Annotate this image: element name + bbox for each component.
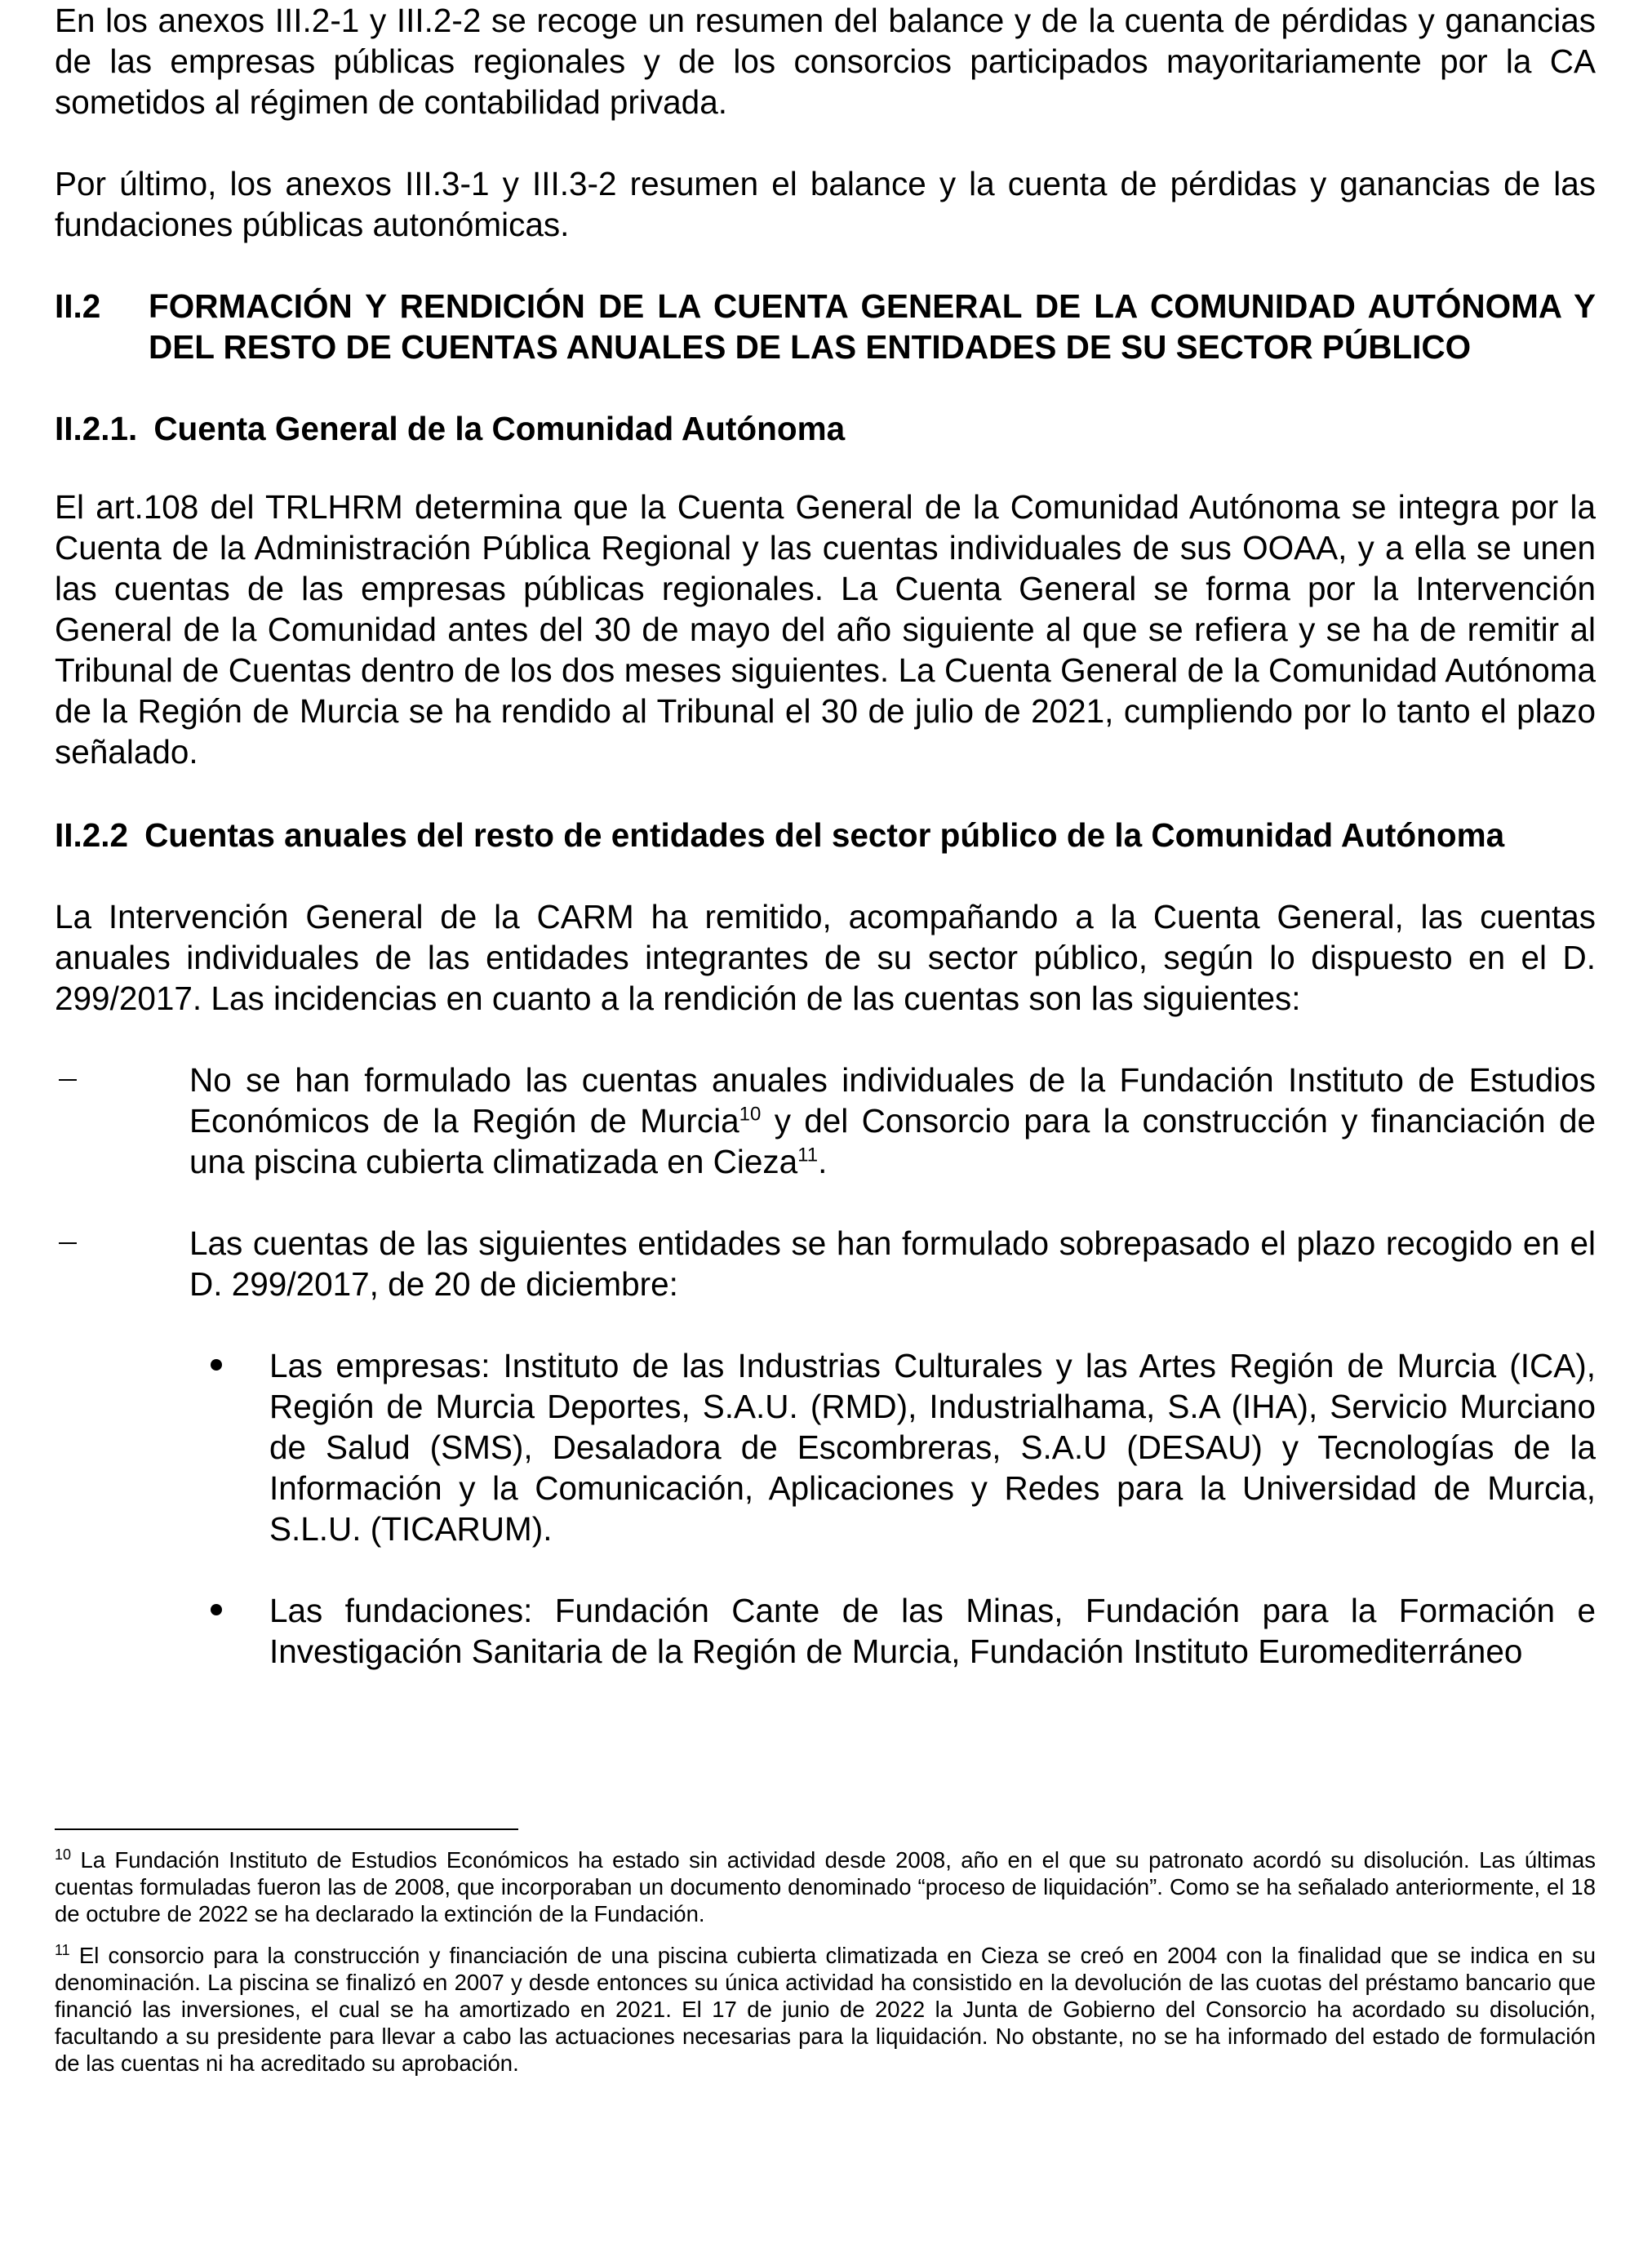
subsection-1-number: II.2.1.: [55, 410, 138, 447]
dash-list-item: [55, 1060, 1596, 1182]
intro-paragraph-2: Por último, los anexos III.3-1 y III.3-2 resumen el balance y la cuenta de pérdidas y ganancias de las fundaciones públicas autonómicas.: [55, 165, 1596, 243]
dash-item-text: Las cuentas de las siguientes entidades se han formulado sobrepasado el plazo recogido en el D. 299/2017, de 20 de diciembre:: [189, 1224, 1596, 1303]
subsection-1-title: Cuenta General de la Comunidad Autónoma: [153, 410, 846, 447]
footnote-11: $^{11}$ El consorcio para la construcción y financiación de una piscina cubierta climatizada en Cieza se creó en 2004 con la finalidad que se indica en su denominación. La piscina se finalizó en 2007 y desde entonces su única actividad ha consistido en la devolución de las cuotas del préstamo bancario que financió las inversiones, el cual se ha amortizado en 2021. El 17 de junio de 2022 la Junta de Gobierno del Consorcio ha acordado su disolución, facultando a su presidente para llevar a cabo las actuaciones necesarias para la liquidación. No obstante, no se ha informado del estado de formulación de las cuentas ni ha acreditado su aprobación.: [55, 1941, 1596, 2076]
bullet-list-item: [55, 1345, 1596, 1549]
subsection-2-heading: [55, 815, 1596, 855]
bullet-item-text: Las fundaciones: Fundación Cante de las Minas, Fundación para la Formación e Investigación Sanitaria de la Región de Murcia, Fundación Instituto Euromediterráneo: [269, 1592, 1596, 1670]
subsection-1-heading: [55, 408, 1596, 449]
footnote-mark-10: 10: [55, 1846, 72, 1863]
footnote-ref-11[interactable]: 11: [797, 1144, 819, 1166]
dash-item-text: No se han formulado las cuentas anuales individuales de la Fundación Instituto de Estudios Económicos de la Región de Murcia$^{10}$ y del Consorcio para la construcción y financiación de una piscina cubierta climatizada en Cieza$^{11}$.: [189, 1061, 1596, 1180]
footnote-10: $^{10}$ La Fundación Instituto de Estudios Económicos ha estado sin actividad desde 2008, año en el que su patronato acordó su disolución. Las últimas cuentas formuladas fueron las de 2008, que incorporaban un documento denominado “proceso de liquidación”. Como se ha señalado anteriormente, el 18 de octubre de 2022 se ha declarado la extinción de la Fundación.: [55, 1846, 1596, 1926]
footnotes: [55, 1846, 1596, 2077]
subsection-2-body: La Intervención General de la CARM ha remitido, acompañando a la Cuenta General, las cuentas anuales individuales de las entidades integrantes de su sector público, según lo dispuesto en el D. 299/2017. Las incidencias en cuanto a la rendición de las cuentas son las siguientes:: [55, 898, 1596, 1017]
bullet-list-item: [55, 1590, 1596, 1672]
bullet-dot-icon: [204, 1590, 269, 1672]
subsection-1-body: El art.108 del TRLHRM determina que la Cuenta General de la Comunidad Autónoma se integra por la Cuenta de la Administración Pública Regional y las cuentas individuales de sus OOAA, y a ella se unen las cuentas de las empresas públicas regionales. La Cuenta General se forma por la Intervención General de la Comunidad antes del 30 de mayo del año siguiente al que se refiera y se ha de remitir al Tribunal de Cuentas dentro de los dos meses siguientes. La Cuenta General de la Comunidad Autónoma de la Región de Murcia se ha rendido al Tribunal el 30 de julio de 2021, cumpliendo por lo tanto el plazo señalado.: [55, 488, 1596, 771]
dash-list-item: [55, 1223, 1596, 1304]
dash-bullet-icon: [55, 1060, 189, 1182]
subsection-2-number: II.2.2: [55, 816, 129, 854]
section-title: FORMACIÓN Y RENDICIÓN DE LA CUENTA GENERAL DE LA COMUNIDAD AUTÓNOMA Y DEL RESTO DE CUENTAS ANUALES DE LAS ENTIDADES DE SU SECTOR PÚBLICO: [149, 287, 1596, 366]
footnote-separator: [55, 1828, 518, 1830]
bullet-item-text: Las empresas: Instituto de las Industrias Culturales y las Artes Región de Murcia (ICA), Región de Murcia Deportes, S.A.U. (RMD), Industrialhama, S.A (IHA), Servicio Murciano de Salud (SMS), Desaladora de Escombreras, S.A.U (DESAU) y Tecnologías de la Información y la Comunicación, Aplicaciones y Redes para la Universidad de Murcia, S.L.U. (TICARUM).: [269, 1347, 1596, 1548]
bullet-dot-icon: [204, 1345, 269, 1549]
section-heading: [55, 286, 1596, 367]
document-page: [55, 0, 1596, 1672]
footnote-mark-11: 11: [55, 1941, 70, 1958]
subsection-2-title: Cuentas anuales del resto de entidades del sector público de la Comunidad Autónoma: [144, 816, 1505, 854]
intro-paragraph-1: En los anexos III.2-1 y III.2-2 se recoge un resumen del balance y de la cuenta de pérdidas y ganancias de las empresas públicas regionales y de los consorcios participados mayoritariamente por la CA sometidos al régimen de contabilidad privada.: [55, 2, 1596, 121]
dash-bullet-icon: [55, 1223, 189, 1304]
section-number: II.2: [55, 287, 101, 325]
footnote-ref-10[interactable]: 10: [739, 1103, 762, 1126]
